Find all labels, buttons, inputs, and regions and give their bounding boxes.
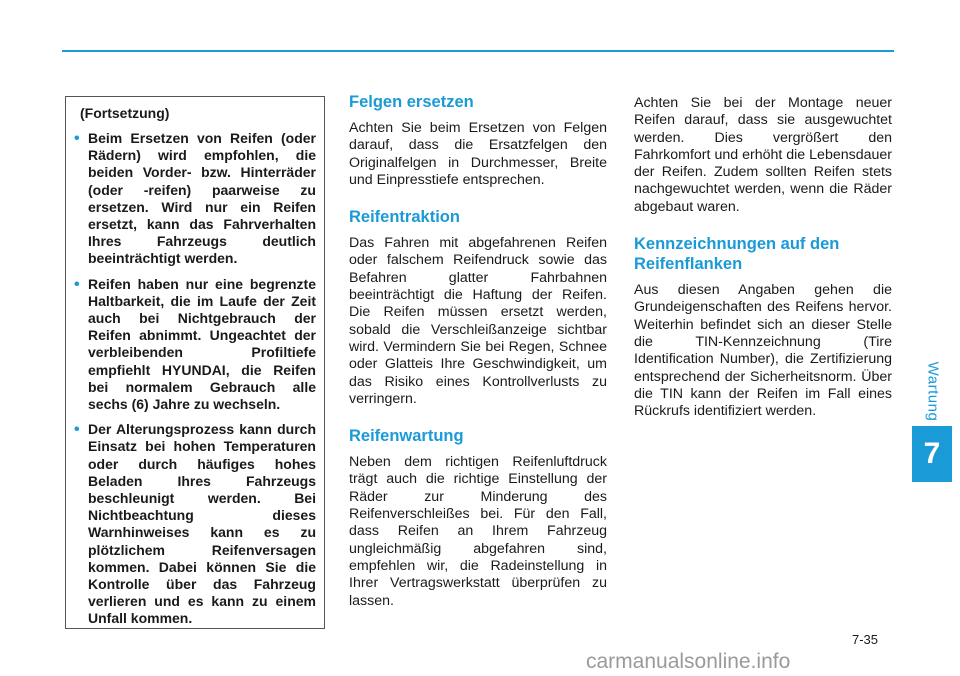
page-number: 7-35 (852, 632, 879, 647)
chapter-tab: 7 (912, 426, 952, 482)
intro-text: Achten Sie bei der Montage neuer Reifen darauf, dass sie ausgewuchtet werden. Dies vergrößert den Fahrkomfort und erhöht die Lebensdauer der Reifen. Zudem sollten Reifen stets nachgewuchtet werden, wenn die Räder abgebaut waren. (634, 95, 892, 215)
section-text-wartung: Neben dem richtigen Reifenluftdruck trägt auch die richtige Einstellung der Räder zur Minderung des Reifenverschleißes bei. Für den Fall, dass Reifen an Ihrem Fahrzeug ungleichmäßig abgefahren sind, empfehlen wir, die Radeinstellung in Ihrer Vertragswerkstatt überprüfen zu lassen. (349, 454, 607, 609)
section-title-felgen: Felgen ersetzen (349, 93, 474, 111)
section-text-kennzeichnungen: Aus diesen Angaben gehen die Grundeigenschaften des Reifens hervor. Weiterhin befindet sich an dieser Stelle die TIN-Kennzeichnung (Tire Identification Number), die Zertifizierung entsprechend der Sicherheitsnorm. Über die TIN kann der Reifen im Fall eines Rückrufs identifiziert werden. (634, 282, 892, 420)
watermark: carmanualsonline.info (586, 650, 791, 673)
header-rule (62, 50, 894, 52)
middle-column (349, 92, 607, 628)
warning-item: • Reifen haben nur eine begrenzte Haltbarkeit, die im Laufe der Zeit auch bei Nichtgebrauch der Reifen abnimmt. Ungeachtet der verbleibenden Profiltiefe empfiehlt HYUNDAI, die Reifen bei normalem Gebrauch alle sechs (6) Jahre zu wechseln. (80, 276, 316, 414)
chapter-label-text: Wartung (924, 361, 942, 421)
warning-heading: (Fortsetzung) (80, 105, 170, 121)
section-title-traktion: Reifentraktion (349, 208, 460, 227)
right-column (634, 92, 892, 438)
section-text-traktion: Das Fahren mit abgefahrenen Reifen oder falschem Reifendruck sowie das Befahren glatter Fahrbahnen beeinträchtigt die Haftung der Reifen. Die Reifen müssen ersetzt werden, sobald die Verschleißanzeige sichtbar wird. Vermindern Sie bei Regen, Schnee oder Glatteis Ihre Geschwindigkeit, um das Risiko eines Kontrollverlusts zu verringern. (349, 235, 607, 407)
warning-item: • Der Alterungsprozess kann durch Einsatz bei hohen Temperaturen oder durch häufiges hohes Beladen Ihres Fahrzeugs beschleunigt werden. Bei Nichtbeachtung dieses Warnhinweises kann es zu plötzlichem Reifenversagen kommen. Dabei können Sie die Kontrolle über das Fahrzeug verlieren und es kann zu einem Unfall kommen. (80, 421, 316, 627)
chapter-label (918, 356, 948, 426)
warning-box (65, 96, 325, 629)
section-title-wartung: Reifenwartung (349, 427, 464, 446)
warning-list (80, 130, 316, 628)
warning-item: • Beim Ersetzen von Reifen (oder Rädern) wird empfohlen, die beiden Vorder- bzw. Hinterräder (oder -reifen) paarweise zu ersetzen. Wird nur ein Reifen ersetzt, kann das Fahrverhalten Ihres Fahrzeugs deutlich beeinträchtigt werden. (80, 130, 316, 268)
section-text-felgen: Achten Sie beim Ersetzen von Felgen darauf, dass die Ersatzfelgen den Originalfelgen in Durchmesser, Breite und Einpresstiefe entsprechen. (349, 120, 607, 188)
section-title-kennzeichnungen: Kennzeichnungen auf den Reifenflanken (634, 235, 840, 274)
